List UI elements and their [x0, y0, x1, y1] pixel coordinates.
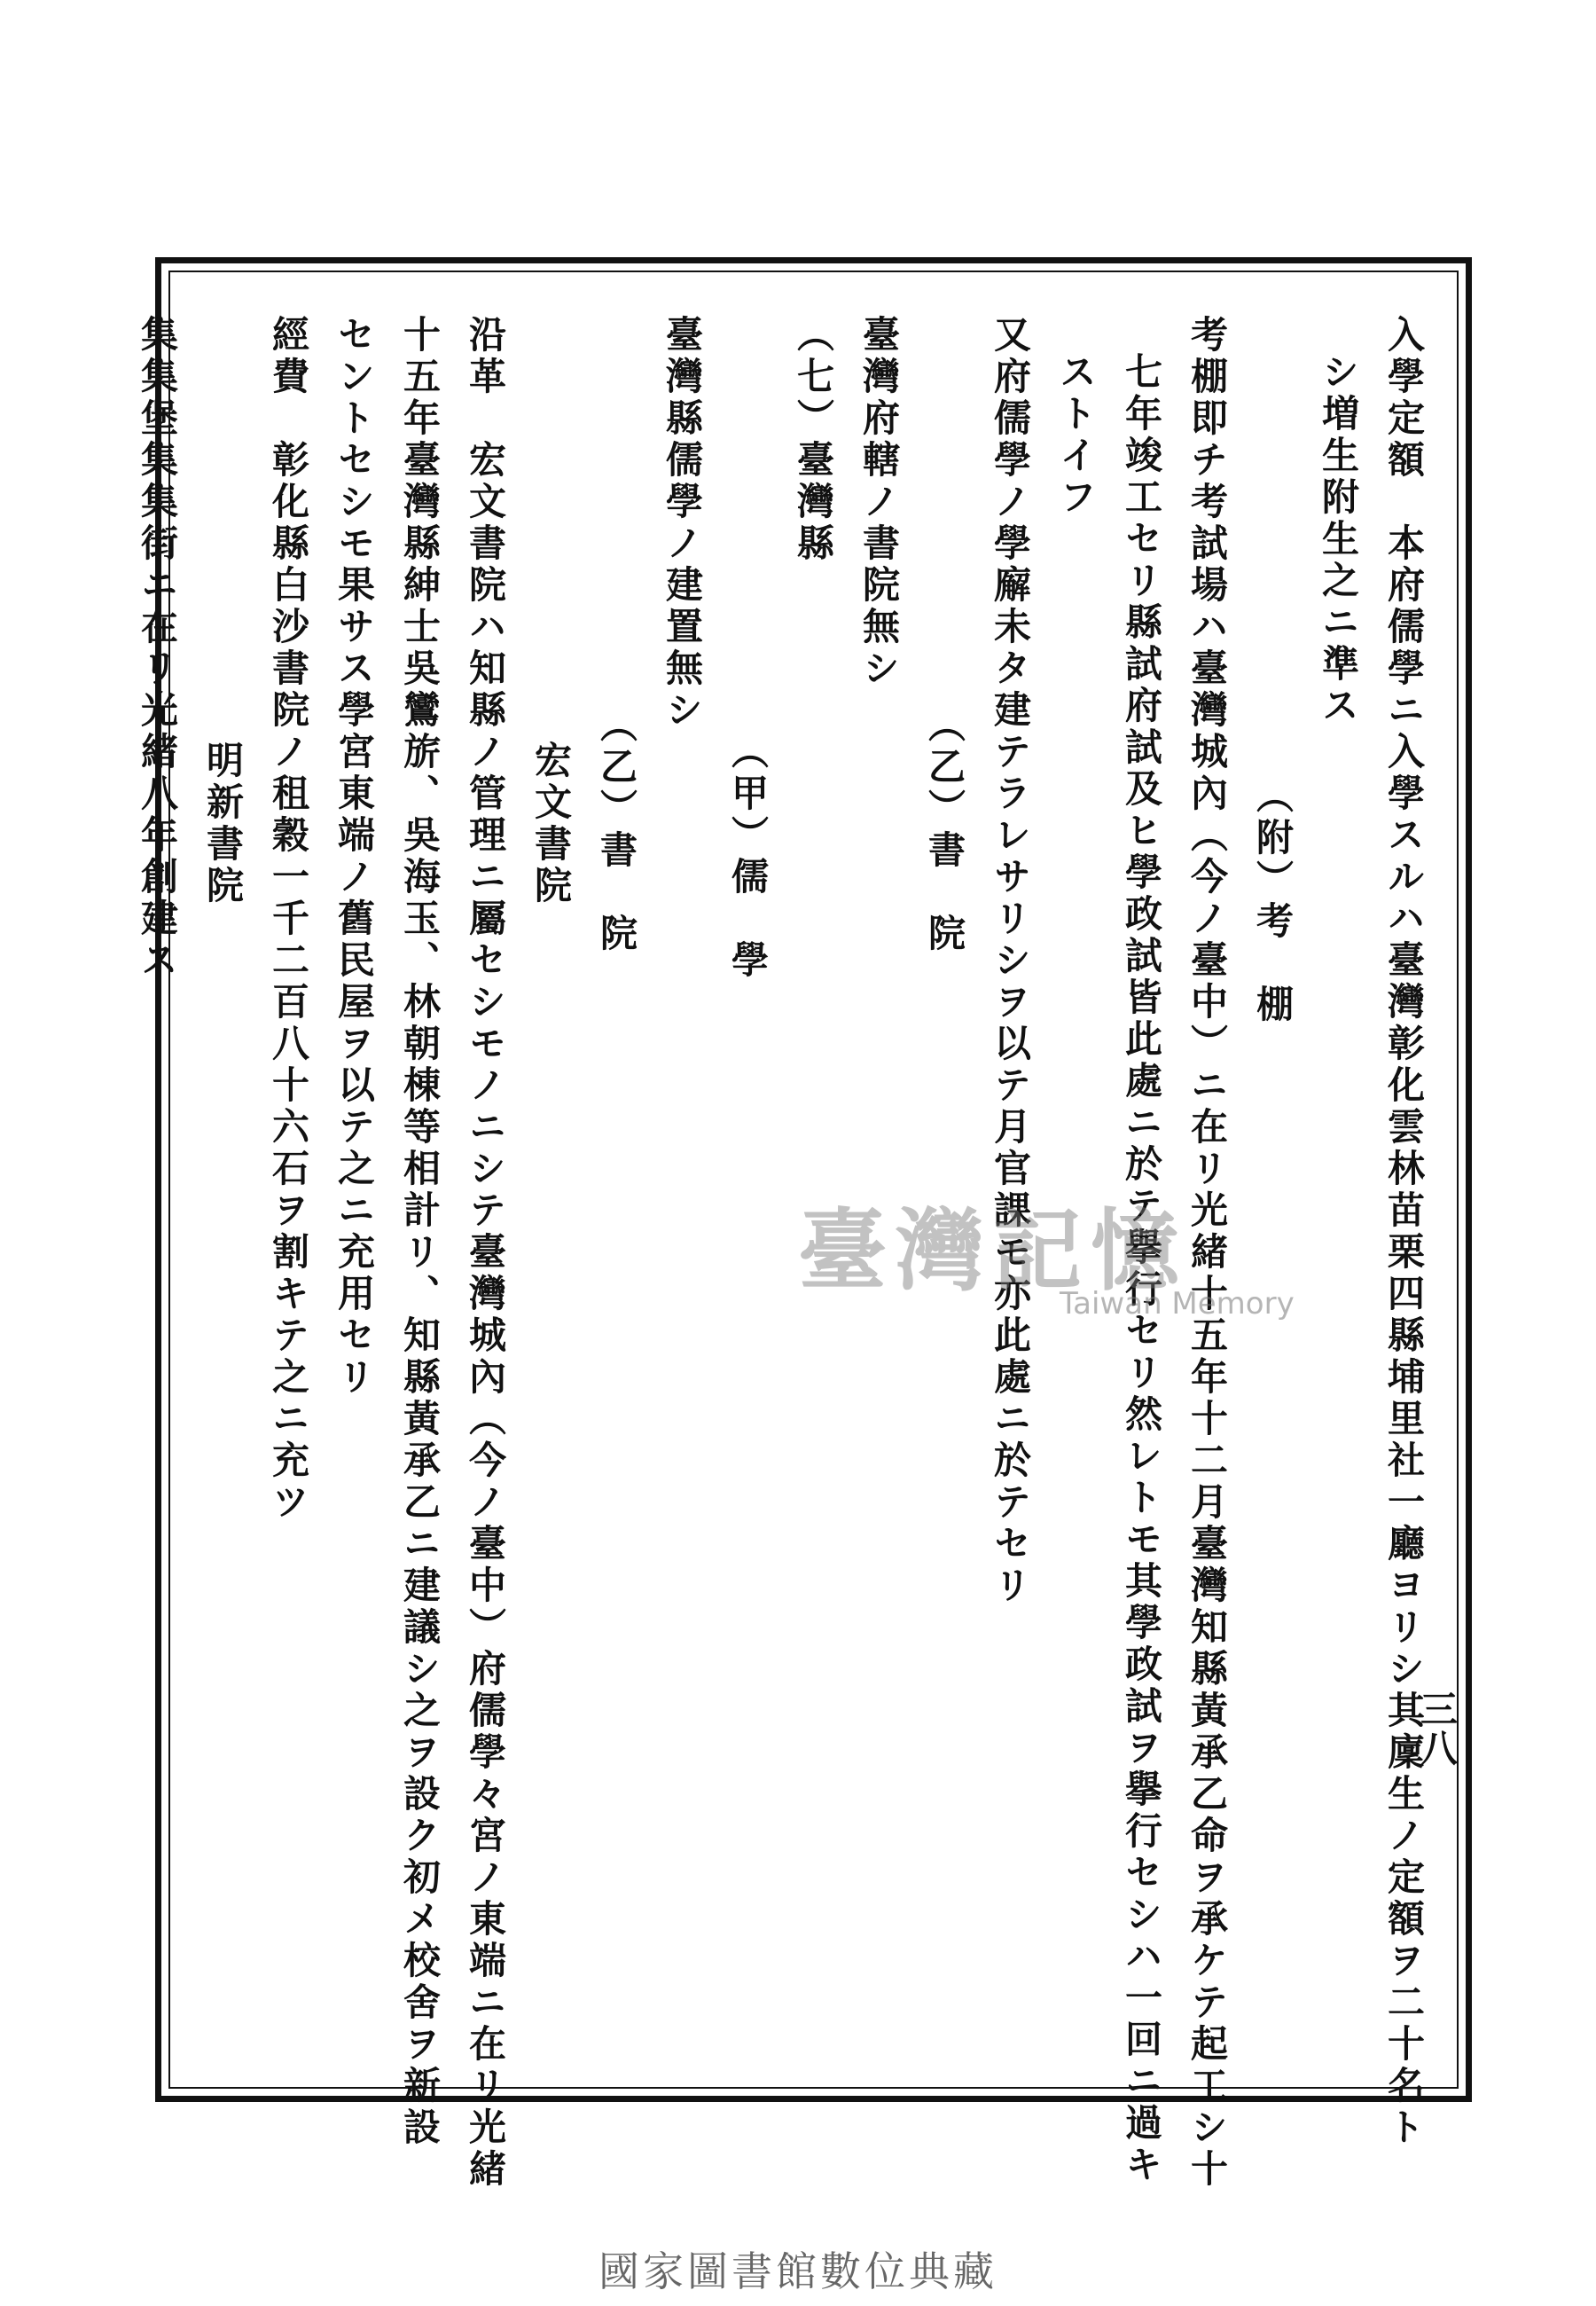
text-column: 集集堡集集街ニ在リ光緒八年創建ス	[136, 315, 179, 982]
text-column: 臺灣縣儒學ノ建置無シ	[661, 315, 704, 732]
page-number: 三八	[1415, 1690, 1459, 1768]
text-column: （附）考 棚	[1251, 776, 1295, 1026]
watermark-logo: 臺灣記憶	[798, 1198, 1188, 1303]
text-column: （甲）儒 學	[726, 732, 770, 982]
text-column: 考棚即チ考試場ハ臺灣城內（今ノ臺中）ニ在リ光緒十五年十二月臺灣知縣黃承乙命ヲ承ケテ起工シ十	[1185, 315, 1229, 2191]
footer-credit: 國家圖書館數位典藏	[598, 2247, 998, 2295]
text-column: （乙）書 院	[595, 705, 638, 955]
text-column: 七年竣工セリ縣試府試及ヒ學政試皆此處ニ於テ擧行セリ然レトモ其學政試ヲ擧行セシハ一回ニ過キ	[1120, 352, 1163, 2186]
text-column: シ増生附生之ニ準ス	[1317, 352, 1360, 727]
text-column: 宏文書院	[529, 741, 573, 907]
text-column: 又府儒學ノ學廨未タ建テラレサリシヲ以テ月官課モ亦此處ニ於テセリ	[989, 315, 1032, 1607]
text-column: （乙）書 院	[923, 705, 966, 955]
watermark-logo-en: Taiwan Memory	[1060, 1286, 1295, 1322]
text-column: 十五年臺灣縣紳士吳鸞旂、吳海玉、林朝棟等相計リ、知縣黃承乙ニ建議シ之ヲ設ク初メ校舍ヲ新設	[398, 315, 442, 2149]
text-column: セントセシモ果サス學宮東端ノ舊民屋ヲ以テ之ニ充用セリ	[332, 315, 376, 1399]
text-column: （七）臺灣縣	[792, 315, 835, 565]
text-column: 入學定額 本府儒學ニ入學スルハ臺灣彰化雲林苗栗四縣埔里社一廳ヨリシ其廩生ノ定額ヲ二十名ト	[1382, 315, 1426, 2149]
text-column: 明新書院	[201, 741, 245, 907]
text-column: 經費 彰化縣白沙書院ノ租穀一千二百八十六石ヲ割キテ之ニ充ツ	[267, 315, 310, 1524]
text-column: ストイフ	[1054, 352, 1098, 519]
text-column: 沿革 宏文書院ハ知縣ノ管理ニ屬セシモノニシテ臺灣城內（今ノ臺中）府儒學々宮ノ東端ニ在リ光緒	[464, 315, 507, 2191]
text-column: 臺灣府轄ノ書院無シ	[857, 315, 901, 690]
